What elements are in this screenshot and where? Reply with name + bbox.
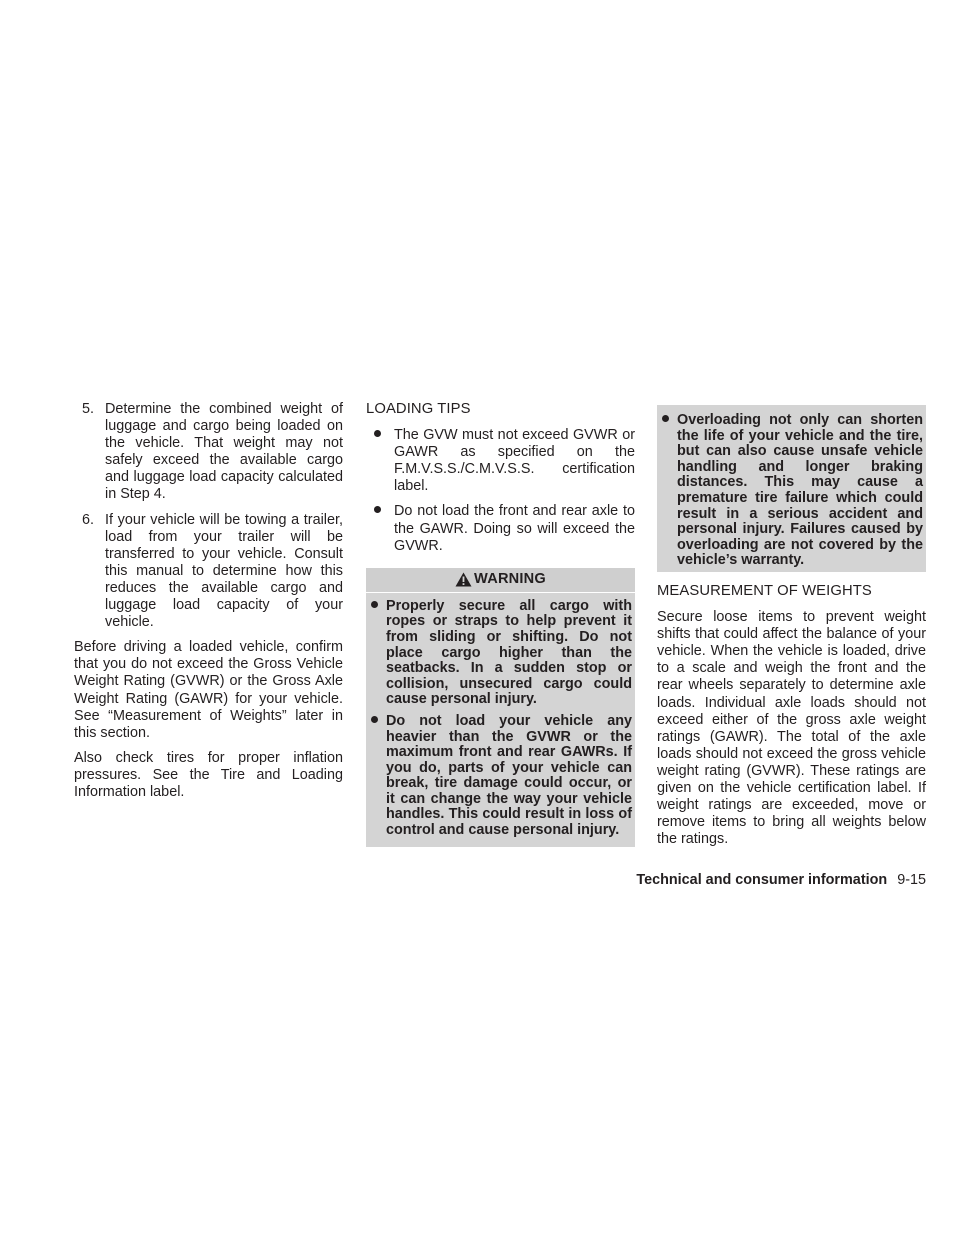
bullet-dot-icon (371, 601, 378, 608)
warning-item (657, 413, 923, 569)
list-item (366, 427, 635, 495)
warning-text: Properly secure all cargo with ropes or straps to help prevent it from sliding or shifting. Do not place cargo higher than the seatbacks. In a sudden stop or collision, unsecured cargo could cause personal injury. (386, 597, 632, 708)
step-text: Determine the combined weight of luggage and cargo being loaded on the vehicle. That weight may not safely exceed the available cargo and luggage load capacity calculated in Step 4. (105, 401, 343, 503)
column-right (657, 405, 926, 856)
body-paragraph: Also check tires for proper inflation pressures. See the Tire and Loading Information label. (74, 749, 343, 800)
body-paragraph: Before driving a loaded vehicle, confirm that you do not exceed the Gross Vehicle Weight Rating (GVWR) or the Gross Axle Weight Rating (GAWR) for your vehicle. See “Measurement of Weights” later in this section. (74, 639, 343, 741)
numbered-step (74, 401, 343, 504)
list-item-text: The GVW must not exceed GVWR or GAWR as specified on the F.M.V.S.S./C.M.V.S.S. certification label. (394, 427, 635, 495)
warning-header (366, 568, 635, 593)
step-number: 6. (82, 511, 95, 528)
bullet-dot-icon (374, 506, 381, 513)
numbered-step (74, 512, 343, 632)
column-middle (366, 401, 635, 847)
warning-box (366, 568, 635, 847)
warning-item (366, 714, 635, 839)
warning-title: WARNING (474, 571, 546, 588)
step-number: 5. (82, 401, 95, 417)
page-footer (636, 872, 926, 888)
column-left (74, 401, 343, 809)
warning-text: Do not load your vehicle any heavier than the GVWR or the maximum front and rear GAWRs. If you do, parts of your vehicle can break, tire damage could occur, or it can change the way your vehicle handles. This could result in loss of control and cause personal injury. (386, 712, 632, 839)
section-heading: MEASUREMENT OF WEIGHTS (657, 582, 872, 599)
body-paragraph: Secure loose items to prevent weight shifts that could affect the balance of your vehicle. When the vehicle is loaded, drive to a scale and weigh the front and the rear wheels separately to determine axle loads. Individual axle loads should not exceed either of the gross axle weight ratings (GAWR). The total of the axle loads should not exceed the gross vehicle weight rating (GVWR). These ratings are given on the vehicle certification label. If weight ratings are exceeded, move or remove items to bring all weights below the ratings. (657, 609, 926, 848)
warning-text: Overloading not only can shorten the life of your vehicle and the tire, but can also cause unsafe vehicle handling and longer braking distances. This may cause a premature tire failure which could result in a serious accident and personal injury. Failures caused by overloading are not covered by the vehicle’s warranty. (677, 412, 923, 569)
list-item (366, 503, 635, 554)
warning-box-continued (657, 405, 926, 572)
bullet-dot-icon (662, 415, 669, 422)
bullet-dot-icon (374, 430, 381, 437)
step-text: If your vehicle will be towing a trailer, load from your trailer will be transferred to your vehicle. Consult this manual to determine how this reduces the available cargo and luggage load capacity of your vehicle. (105, 511, 343, 631)
bullet-dot-icon (371, 716, 378, 723)
warning-item (366, 599, 635, 708)
list-item-text: Do not load the front and rear axle to the GAWR. Doing so will exceed the GVWR. (394, 503, 635, 554)
warning-triangle-icon (455, 572, 472, 587)
footer-section-title: Technical and consumer information (636, 872, 888, 888)
section-heading: LOADING TIPS (366, 401, 471, 417)
page-number: 9-15 (897, 872, 926, 888)
